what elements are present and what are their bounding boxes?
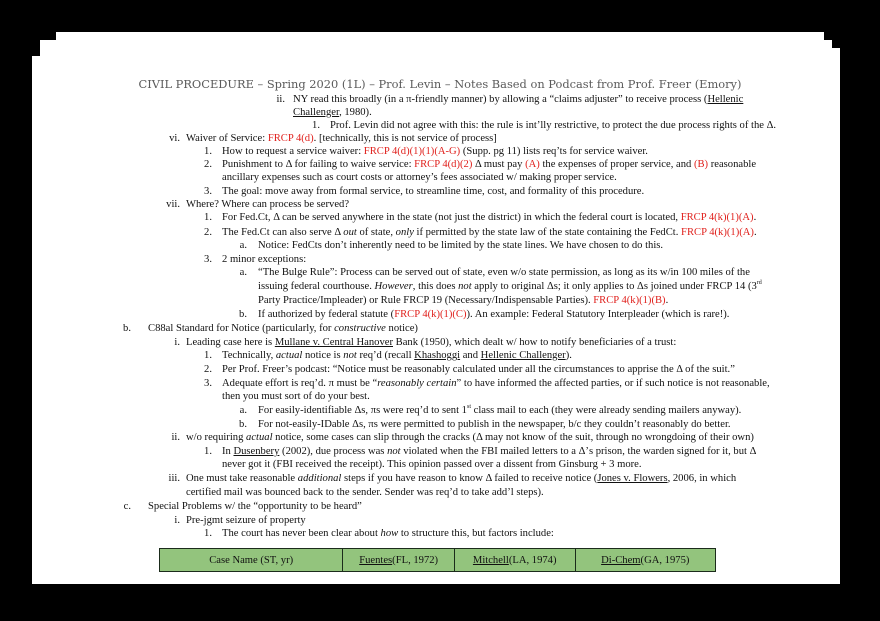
text-run: w/o requiring bbox=[186, 432, 247, 443]
list-marker: i. bbox=[174, 515, 180, 526]
line-text bbox=[222, 226, 757, 239]
line-text bbox=[222, 363, 735, 376]
text-run: ancillary expenses such as court costs or attorney’s fees associated w/ making proper service. bbox=[222, 172, 617, 183]
list-marker: a. bbox=[239, 240, 247, 251]
text-run: Where? Where can process be served? bbox=[186, 199, 350, 210]
case-name: Fuentes bbox=[359, 554, 393, 566]
text-run: Pre-jgmt seizure of property bbox=[186, 515, 306, 526]
text-run: reasonably certain bbox=[377, 378, 457, 389]
text-run: ). bbox=[565, 350, 572, 361]
text-run: Prof. Levin did not agree with this: the rule is int’lly restrictive, to protect the due process rights of the Δ. bbox=[330, 120, 777, 131]
text-run: Special Problems w/ the “opportunity to be heard” bbox=[148, 501, 362, 512]
text-run: (2002), due process was bbox=[279, 446, 388, 457]
list-marker: ii. bbox=[171, 432, 180, 443]
line-text bbox=[148, 500, 362, 513]
text-run: , 2006, in which bbox=[667, 473, 737, 484]
text-run: not bbox=[458, 281, 472, 292]
text-run: NY read this broadly (in a π-friendly manner) by allowing a “claims adjuster” to receive process ( bbox=[293, 94, 708, 105]
line-text bbox=[258, 418, 731, 431]
text-run: to structure this, but factors include: bbox=[398, 528, 554, 539]
text-run: Δ must pay bbox=[472, 159, 526, 170]
list-marker: 1. bbox=[204, 528, 212, 539]
text-run: certified mail was bounced back to the sender. Sender was req’d to take add’l steps). bbox=[186, 487, 544, 498]
list-marker: 3. bbox=[204, 254, 212, 265]
list-marker: 1. bbox=[204, 146, 212, 157]
text-run: C88al Standard for Notice (particularly, for bbox=[148, 323, 335, 334]
line-text bbox=[186, 132, 497, 145]
list-marker: 1. bbox=[204, 446, 212, 457]
text-run: In bbox=[222, 446, 234, 457]
line-text bbox=[258, 280, 762, 293]
text-run: (Supp. pg 11) lists req’ts for service waiver. bbox=[460, 146, 648, 157]
list-marker: ii. bbox=[276, 94, 285, 105]
line-text bbox=[258, 266, 750, 279]
line-text bbox=[186, 486, 544, 499]
text-run: only bbox=[395, 227, 414, 238]
line-text bbox=[186, 198, 349, 211]
rule-citation: FRCP 4(k)(1)(C) bbox=[394, 309, 467, 320]
text-run: never got it (FBI received the receipt). This opinion passed over a dissent from Ginsburg + 3 more. bbox=[222, 459, 642, 470]
text-run: (FL, 1972) bbox=[392, 554, 439, 566]
text-run: The court has never been clear about bbox=[222, 528, 381, 539]
page-corner-top-2 bbox=[40, 40, 832, 48]
table-header-cell bbox=[160, 549, 343, 571]
text-run: How to request a service waiver: bbox=[222, 146, 364, 157]
list-marker: a. bbox=[239, 405, 247, 416]
rule-citation: FRCP 4(d)(1)(1)(A-G) bbox=[363, 146, 461, 157]
list-marker: b. bbox=[123, 323, 131, 334]
text-run: Punishment to Δ for failing to waive service: bbox=[222, 159, 415, 170]
list-marker: b. bbox=[239, 309, 247, 320]
text-run: issuing federal courthouse. bbox=[258, 281, 375, 292]
line-text bbox=[258, 239, 663, 252]
line-text bbox=[258, 404, 741, 417]
text-run: Party Practice/Impleader) or Rule FRCP 19 (Necessary/Indispensable Parties). bbox=[258, 295, 594, 306]
text-run: Bank (1950), which dealt w/ how to notify beneficiaries of a trust: bbox=[393, 337, 677, 348]
case-name: Hellenic Challenger bbox=[480, 350, 566, 361]
case-name: Mitchell bbox=[472, 554, 509, 566]
text-run: not bbox=[343, 350, 357, 361]
line-text bbox=[186, 472, 736, 485]
text-run: , 1980). bbox=[339, 107, 372, 118]
list-marker: 1. bbox=[204, 350, 212, 361]
text-run: For not-easily-IDable Δs, πs were permitted to publish in the newspaper, b/c they couldn’t reasonably do better. bbox=[258, 419, 731, 430]
table-header-cell bbox=[576, 549, 716, 571]
text-run: The Fed.Ct can also serve Δ bbox=[222, 227, 344, 238]
case-name: Challenger bbox=[293, 107, 340, 118]
text-run: apply to original Δs; it only applies to Δs joined under FRCP 14 (3 bbox=[471, 281, 757, 292]
text-run: not bbox=[387, 446, 401, 457]
text-run: The goal: move away from formal service, to streamline time, cost, and formality of this procedure. bbox=[222, 186, 645, 197]
page-corner-top bbox=[56, 32, 824, 40]
case-name: Hellenic bbox=[707, 94, 744, 105]
rule-citation: (A) bbox=[525, 159, 540, 170]
text-run: Adequate effort is req’d. π must be “ bbox=[222, 378, 378, 389]
text-run: Technically, bbox=[222, 350, 276, 361]
text-run: how bbox=[380, 528, 399, 539]
text-run: steps if you have reason to know Δ failed to receive notice ( bbox=[341, 473, 598, 484]
case-name: Khashoggi bbox=[414, 350, 461, 361]
text-run: actual bbox=[275, 350, 303, 361]
line-text bbox=[222, 445, 756, 458]
text-run: req’d (recall bbox=[356, 350, 415, 361]
list-marker: 2. bbox=[204, 159, 212, 170]
list-marker: 3. bbox=[204, 378, 212, 389]
line-text bbox=[222, 390, 370, 403]
line-text bbox=[258, 308, 729, 321]
line-text bbox=[148, 322, 418, 335]
line-text bbox=[222, 349, 572, 362]
text-run: notice, some cases can slip through the cracks (Δ may not know of the suit, through no wrongdoing of their own) bbox=[272, 432, 754, 443]
list-marker: 3. bbox=[204, 186, 212, 197]
line-text bbox=[222, 458, 642, 471]
line-text bbox=[222, 377, 770, 390]
list-marker: c. bbox=[123, 501, 131, 512]
text-run: ” to have informed the affected parties, or if such notice is not reasonable, bbox=[456, 378, 770, 389]
line-text bbox=[186, 431, 754, 444]
line-text bbox=[258, 294, 668, 307]
case-comparison-table-header bbox=[159, 548, 716, 572]
text-run: reasonable bbox=[708, 159, 757, 170]
page-header: CIVIL PROCEDURE – Spring 2020 (1L) – Prof. Levin – Notes Based on Podcast from Prof. Freer (Emory) bbox=[138, 77, 742, 91]
text-run: 2 minor exceptions: bbox=[222, 254, 307, 265]
text-run: . bbox=[665, 295, 669, 306]
list-marker: 1. bbox=[204, 212, 212, 223]
list-marker: vii. bbox=[166, 199, 180, 210]
text-run: For easily-identifiable Δs, πs were req’d to sent 1 bbox=[258, 405, 467, 416]
text-run: then you must sort of do your best. bbox=[222, 391, 370, 402]
text-run: Leading case here is bbox=[186, 337, 275, 348]
line-text bbox=[222, 171, 617, 184]
text-run: violated when the FBI mailed letters to a Δ’s prison, the warden signed for it, but Δ bbox=[400, 446, 757, 457]
list-marker: a. bbox=[239, 267, 247, 278]
text-run: For Fed.Ct, Δ can be served anywhere in the state (not just the district) in which the federal court is located, bbox=[222, 212, 681, 223]
rule-citation: FRCP 4(k)(1)(A) bbox=[680, 212, 754, 223]
line-text bbox=[330, 119, 776, 132]
case-name: Dusenbery bbox=[233, 446, 280, 457]
text-run: Case Name (ST, yr) bbox=[209, 554, 294, 566]
line-text bbox=[293, 93, 743, 106]
case-name: Di-Chem bbox=[601, 554, 641, 566]
list-marker: b. bbox=[239, 419, 247, 430]
text-run: “The Bulge Rule”: Process can be served out of state, even w/o state permission, as long as its w/in 100 miles of the bbox=[258, 267, 750, 278]
text-run: One must take reasonable bbox=[186, 473, 298, 484]
text-run: out bbox=[343, 227, 357, 238]
text-run: However bbox=[374, 281, 413, 292]
text-run: If authorized by federal statute ( bbox=[258, 309, 395, 320]
text-run: and bbox=[460, 350, 481, 361]
line-text bbox=[222, 527, 554, 540]
list-marker: iii. bbox=[168, 473, 180, 484]
text-run: if permitted by the state law of the state containing the FedCt. bbox=[413, 227, 682, 238]
line-text bbox=[222, 158, 756, 171]
page-corner-top-3 bbox=[40, 48, 840, 56]
text-run: Waiver of Service: bbox=[186, 133, 268, 144]
text-run: notice) bbox=[385, 323, 418, 334]
text-run: Notice: FedCts don’t inherently need to be limited by the state lines. We have chosen to do this. bbox=[258, 240, 664, 251]
text-run: . [technically, this is not service of process] bbox=[313, 133, 497, 144]
list-marker: vi. bbox=[169, 133, 180, 144]
rule-citation: FRCP 4(k)(1)(A) bbox=[681, 227, 754, 238]
text-run: additional bbox=[297, 473, 342, 484]
text-run: ). An example: Federal Statutory Interpleader (which is rare!). bbox=[466, 309, 730, 320]
line-text bbox=[222, 145, 648, 158]
text-run: Per Prof. Freer’s podcast: “Notice must be reasonably calculated under all the circumstances to apprise the Δ of the suit.” bbox=[222, 364, 735, 375]
line-text bbox=[222, 185, 644, 198]
rule-citation: (B) bbox=[693, 159, 709, 170]
list-marker: 1. bbox=[312, 120, 320, 131]
line-text bbox=[222, 211, 756, 224]
list-marker: 2. bbox=[204, 227, 212, 238]
text-run: rd bbox=[756, 280, 762, 286]
text-run: (LA, 1974) bbox=[508, 554, 557, 566]
text-run: st bbox=[466, 404, 471, 410]
text-run: . bbox=[753, 212, 757, 223]
case-name: Mullane v. Central Hanover bbox=[274, 337, 393, 348]
list-marker: i. bbox=[174, 337, 180, 348]
rule-citation: FRCP 4(k)(1)(B) bbox=[593, 295, 666, 306]
text-run: class mail to each (they were already sending mailers anyway). bbox=[471, 405, 742, 416]
rule-citation: FRCP 4(d)(2) bbox=[414, 159, 473, 170]
text-run: of state, bbox=[356, 227, 396, 238]
rule-citation: FRCP 4(d) bbox=[267, 133, 314, 144]
text-run: , this does bbox=[412, 281, 459, 292]
line-text bbox=[293, 106, 372, 119]
text-run: notice is bbox=[302, 350, 344, 361]
text-run: the expenses of proper service, and bbox=[539, 159, 694, 170]
list-marker: 2. bbox=[204, 364, 212, 375]
table-header-cell bbox=[455, 549, 576, 571]
line-text bbox=[222, 253, 306, 266]
text-run: actual bbox=[246, 432, 273, 443]
text-run: (GA, 1975) bbox=[640, 554, 690, 566]
line-text bbox=[186, 514, 306, 527]
case-name: Jones v. Flowers bbox=[597, 473, 668, 484]
table-header-cell bbox=[343, 549, 455, 571]
text-run: . bbox=[753, 227, 757, 238]
line-text bbox=[186, 336, 676, 349]
text-run: constructive bbox=[334, 323, 386, 334]
